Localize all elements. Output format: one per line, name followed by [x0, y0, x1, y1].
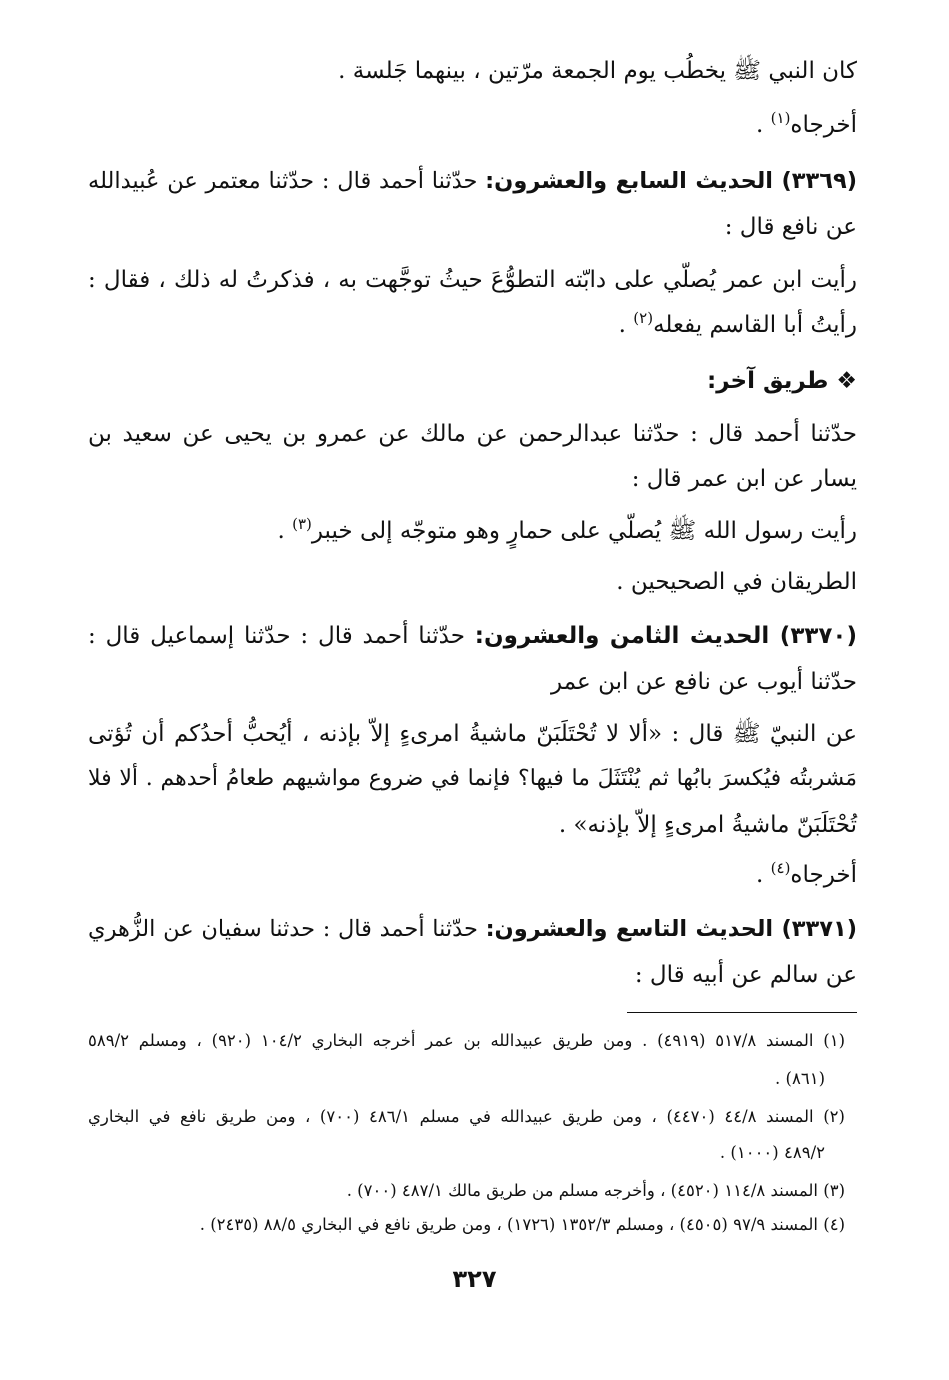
- body-line-15: [88, 762, 857, 796]
- text: .: [756, 862, 771, 888]
- footnote-2-line-2: [88, 1140, 825, 1166]
- text: كان النبي ﷺ يخطُب يوم الجمعة مرّتين ، بينهما جَلسة .: [338, 58, 857, 84]
- footnote-divider: [627, 1012, 857, 1013]
- body-line-17: [88, 858, 857, 894]
- footnote-ref-1: (١): [770, 109, 791, 127]
- subheading: ❖ طريق آخر:: [707, 368, 857, 394]
- text: (٣) المسند ١١٤/٨ (٤٥٢٠) ، وأخرجه مسلم من طريق مالك ٤٨٧/١ (٧٠٠) .: [346, 1181, 845, 1200]
- body-line-16: [88, 808, 857, 842]
- text: (١) المسند ٥١٧/٨ (٤٩١٩) . ومن طريق عبيدالله بن عمر أخرجه البخاري ١٠٤/٢ (٩٢٠) ، ومسلم ٥٨٩/٢: [88, 1031, 846, 1050]
- isnad-text: حدّثنا أحمد قال : حدثنا سفيان عن الزُّهري: [88, 916, 486, 942]
- text: أخرجاه: [790, 862, 857, 888]
- text: مَشربتُه فيُكسرَ بابُها ثم يُنْتَثَلَ ما فيها؟ فإنما في ضروع مواشيهم طعامُ أحدهم . ألا فلا: [88, 766, 857, 791]
- footnote-2-line-1: [88, 1104, 845, 1130]
- text: يسار عن ابن عمر قال :: [631, 466, 857, 492]
- text: (٢) المسند ٤٤/٨ (٤٤٧٠) ، ومن طريق عبيدالله في مسلم ٤٨٦/١ (٧٠٠) ، ومن طريق نافع في البخاري: [88, 1107, 845, 1126]
- text: رأيت ابن عمر يُصلّي على دابّته التطوُّعَ حيثُ توجَّهت به ، فذكرتُ له ذلك ، فقال :: [88, 267, 857, 293]
- text: .: [756, 112, 771, 138]
- text: عن سالم عن أبيه قال :: [634, 962, 857, 988]
- hadith-number-3369: (٣٣٦٩) الحديث السابع والعشرون:: [485, 168, 857, 194]
- text: تُحْتَلَبَنّ ماشيةُ امرىءٍ إلاّ بإذنه» .: [558, 812, 857, 838]
- isnad-text: حدّثنا أحمد قال : حدّثنا إسماعيل قال :: [88, 623, 475, 649]
- hadith-heading-3370: [88, 619, 857, 653]
- text: .: [277, 518, 293, 544]
- footnote-4: [88, 1212, 845, 1238]
- text: رأيت رسول الله ﷺ يُصلّي على حمارٍ وهو متوجّه إلى خيبر: [311, 518, 857, 544]
- text: .: [618, 312, 634, 338]
- text: رأيتُ أبا القاسم يفعله: [653, 312, 857, 338]
- footnote-1-line-2: [88, 1066, 825, 1092]
- body-line-6: [88, 308, 857, 344]
- text: الطريقان في الصحيحين .: [616, 569, 857, 595]
- footnote-1-line-1: [88, 1028, 845, 1054]
- text: (٨٦١) .: [775, 1069, 825, 1088]
- hadith-number-3370: (٣٣٧٠) الحديث الثامن والعشرون:: [474, 623, 857, 649]
- body-line-10: [88, 514, 857, 550]
- text: ٤٨٩/٢ (١٠٠٠) .: [719, 1143, 825, 1162]
- hadith-number-3371: (٣٣٧١) الحديث التاسع والعشرون:: [485, 916, 858, 942]
- page-number: ٣٢٧: [452, 1265, 497, 1293]
- body-line-8: [88, 417, 857, 451]
- body-line-1: [88, 54, 857, 88]
- hadith-heading-3371: [88, 912, 857, 946]
- text: عن النبيّ ﷺ قال : «ألا لا تُحْتَلَبَنّ ماشيةُ امرىءٍ إلاّ بإذنه ، أيُحبُّ أحدُكم أن تُؤتى: [88, 721, 857, 747]
- body-line-14: [88, 717, 857, 751]
- body-line-11: [88, 565, 857, 599]
- body-line-13: [88, 665, 857, 699]
- footnote-3: [88, 1178, 845, 1204]
- text: عن نافع قال :: [724, 214, 857, 240]
- footnote-ref-3: (٣): [292, 515, 312, 533]
- footnote-ref-4: (٤): [770, 859, 791, 877]
- text: أخرجاه: [790, 112, 857, 138]
- body-line-9: [88, 462, 857, 496]
- isnad-text: حدّثنا أحمد قال : حدّثنا معتمر عن عُبيدالله: [88, 168, 486, 194]
- subheading-another-route: [88, 364, 857, 398]
- footnote-ref-2: (٢): [633, 309, 654, 327]
- text: حدّثنا أحمد قال : حدّثنا عبدالرحمن عن مالك عن عمرو بن يحيى عن سعيد بن: [88, 421, 857, 447]
- hadith-heading-3369: [88, 164, 857, 198]
- body-line-5: [88, 263, 857, 297]
- body-line-19: [88, 958, 857, 992]
- text: حدّثنا أيوب عن نافع عن ابن عمر: [551, 669, 857, 695]
- body-line-4: [88, 210, 857, 244]
- text: (٤) المسند ٩٧/٩ (٤٥٠٥) ، ومسلم ١٣٥٢/٣ (١٧٢٦) ، ومن طريق نافع في البخاري ٨٨/٥ (٢٤٣٥) .: [199, 1215, 845, 1234]
- body-line-2: [88, 108, 857, 144]
